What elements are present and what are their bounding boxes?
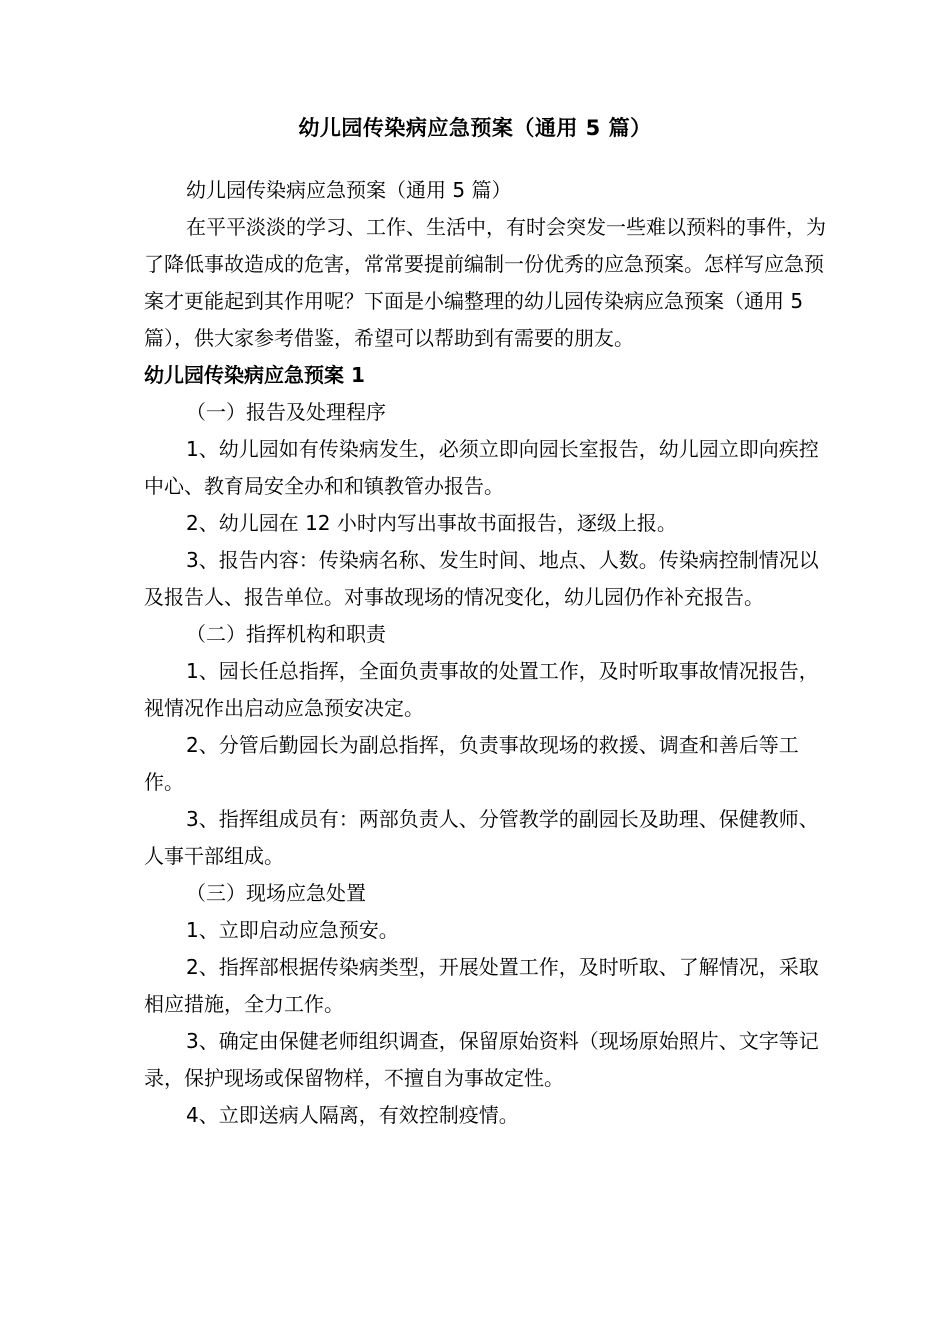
paragraph-report-item-3: 3、报告内容：传染病名称、发生时间、地点、人数。传染病控制情况以及报告人、报告单位。对事故现场的情况变化，幼儿园仍作补充报告。 [144, 548, 819, 609]
subsection-title-command: （二）指挥机构和职责 [186, 622, 386, 646]
section-heading-1: 幼儿园传染病应急预案 1 [144, 363, 365, 387]
document-subtitle: 幼儿园传染病应急预案（通用 5 篇） [186, 178, 512, 202]
paragraph-command-item-1: 1、园长任总指挥，全面负责事故的处置工作，及时听取事故情况报告，视情况作出启动应急预安决定。 [144, 659, 819, 720]
paragraph-report-item-1: 1、幼儿园如有传染病发生，必须立即向园长室报告，幼儿园立即向疾控中心、教育局安全办和和镇教管办报告。 [144, 437, 819, 498]
paragraph-command-item-3: 3、指挥组成员有：两部负责人、分管教学的副园长及助理、保健教师、人事干部组成。 [144, 807, 819, 868]
intro-paragraph: 在平平淡淡的学习、工作、生活中，有时会突发一些难以预料的事件，为了降低事故造成的危害，常常要提前编制一份优秀的应急预案。怎样写应急预案才更能起到其作用呢？下面是小编整理的幼儿园传染病应急预案（通用 5 篇），供大家参考借鉴，希望可以帮助到有需要的朋友。 [144, 215, 826, 350]
document-title: 幼儿园传染病应急预案（通用 5 篇） [298, 116, 652, 140]
paragraph-command-item-2: 2、分管后勤园长为副总指挥，负责事故现场的救援、调查和善后等工作。 [144, 733, 799, 794]
paragraph-onsite-item-3: 3、确定由保健老师组织调查，保留原始资料（现场原始照片、文字等记录，保护现场或保留物样，不擅自为事故定性。 [144, 1029, 819, 1090]
document-body [144, 172, 828, 1134]
paragraph-onsite-item-4: 4、立即送病人隔离，有效控制疫情。 [186, 1103, 519, 1127]
subsection-title-onsite: （三）现场应急处置 [186, 881, 366, 905]
paragraph-onsite-item-1: 1、立即启动应急预安。 [186, 918, 399, 942]
paragraph-report-item-2: 2、幼儿园在 12 小时内写出事故书面报告，逐级上报。 [186, 511, 677, 535]
subsection-title-report-procedure: （一）报告及处理程序 [186, 400, 386, 424]
paragraph-onsite-item-2: 2、指挥部根据传染病类型，开展处置工作，及时听取、了解情况，采取相应措施，全力工作。 [144, 955, 819, 1016]
